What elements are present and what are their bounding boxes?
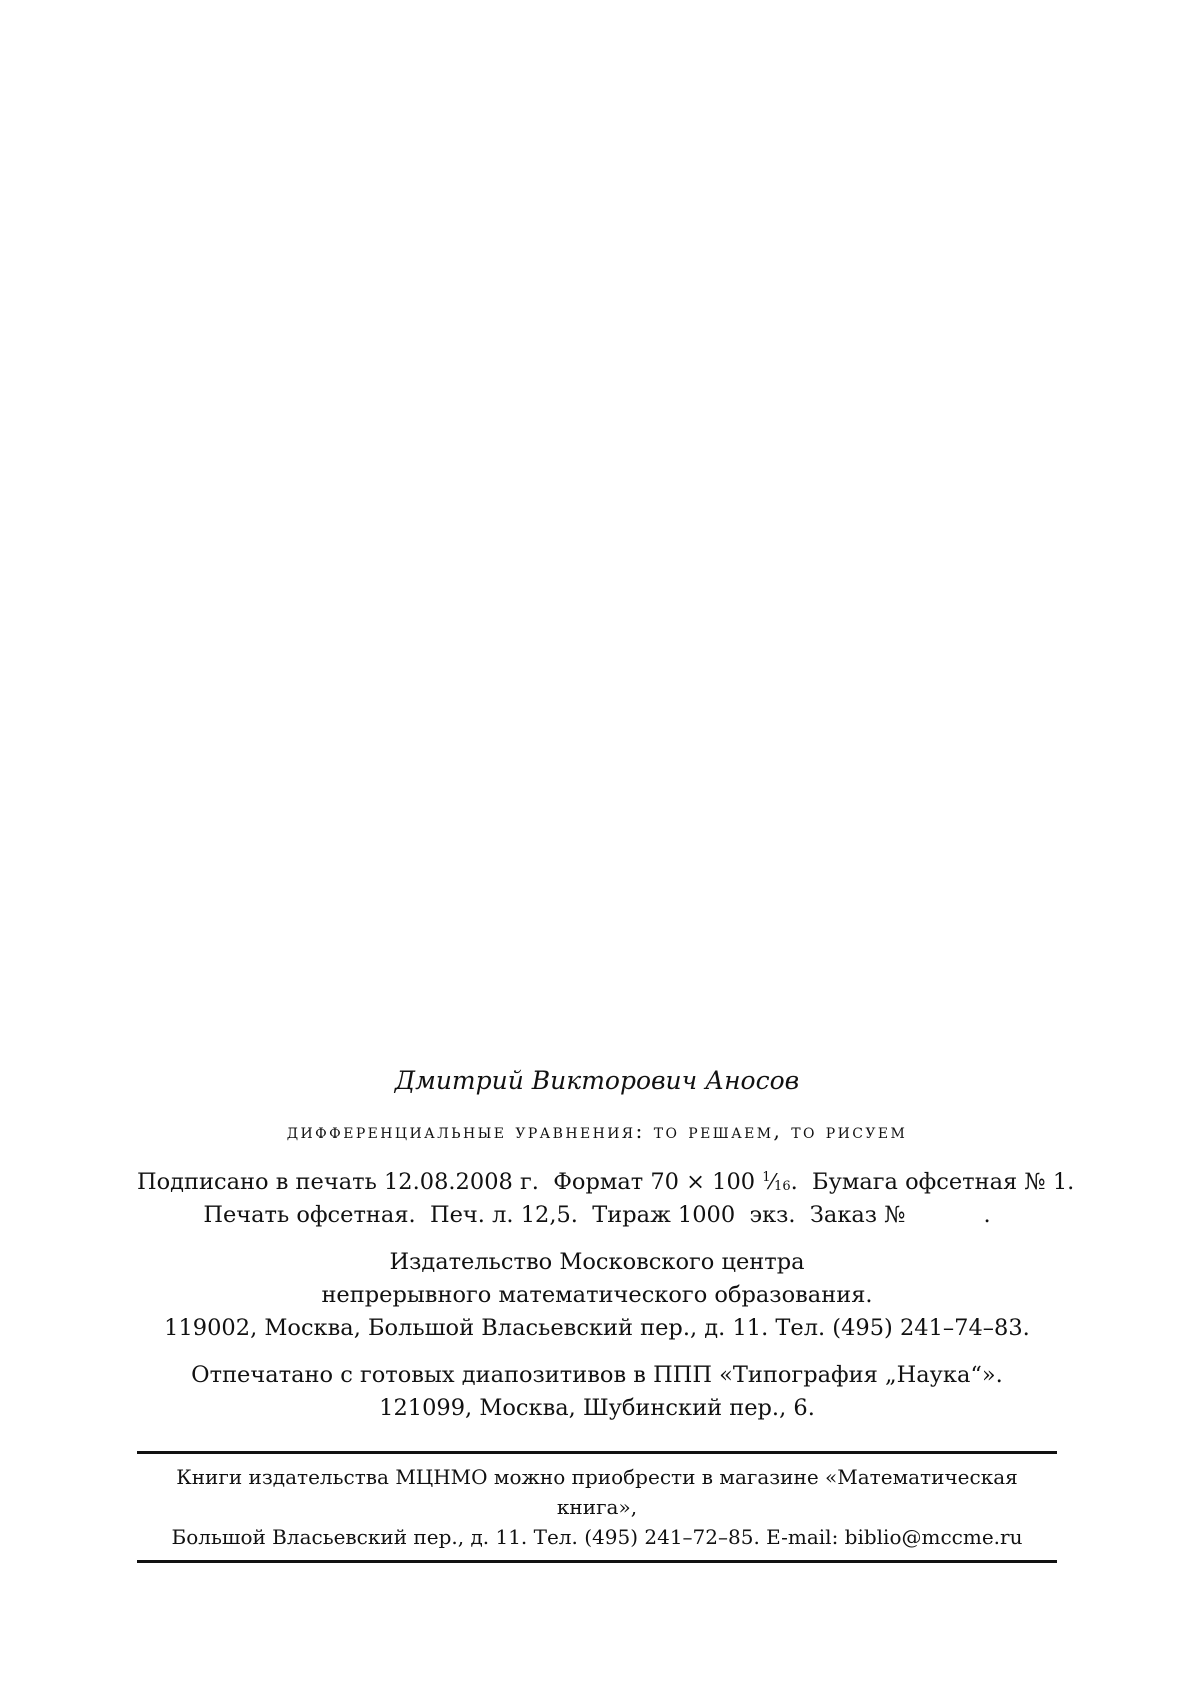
format-denominator: 16: [774, 1179, 791, 1194]
publisher-address: 119002, Москва, Большой Власьевский пер., д. 11. Тел. (495) 241–74–83.: [164, 1315, 1030, 1341]
print-info: [137, 1166, 1075, 1232]
print-info-line-2: [137, 1199, 1057, 1232]
bookstore-top-rule: [137, 1451, 1057, 1454]
bookstore-bottom-rule: [137, 1560, 1057, 1563]
publisher-info: [137, 1246, 1057, 1345]
bookstore-line-2: Большой Власьевский пер., д. 11. Тел. (495) 241–72–85. E-mail: biblio@mccme.ru: [171, 1525, 1023, 1549]
colophon: [137, 1064, 1075, 1563]
format-fraction: $^1⁄_{16}$: [762, 1170, 791, 1194]
print-info-line-2-suffix: .: [983, 1202, 991, 1228]
print-info-line-1-prefix: Подписано в печать 12.08.2008 г. Формат 70 × 100: [137, 1169, 763, 1195]
format-numerator: 1: [762, 1170, 771, 1185]
author-name: Дмитрий Викторович Аносов: [394, 1066, 800, 1095]
publisher-line-1: Издательство Московского центра: [389, 1249, 805, 1275]
print-info-line-1-suffix: . Бумага офсетная № 1.: [790, 1169, 1075, 1195]
printer-address: 121099, Москва, Шубинский пер., 6.: [379, 1395, 815, 1421]
publisher-line-2: непрерывного математического образования.: [321, 1282, 873, 1308]
book-title: дифференциальные уравнения: то решаем, то рисуем: [286, 1119, 908, 1143]
bookstore-info: [137, 1462, 1057, 1552]
bookstore-line-1: Книги издательства МЦНМО можно приобрести в магазине «Математическая книга»,: [176, 1465, 1018, 1519]
print-info-line-2-prefix: Печать офсетная. Печ. л. 12,5. Тираж 1000 экз. Заказ №: [203, 1202, 906, 1228]
printer-info: [137, 1359, 1057, 1425]
print-info-line-1: [137, 1166, 1075, 1199]
printer-line-1: Отпечатано с готовых диапозитивов в ППП «Типография „Наука“».: [191, 1362, 1003, 1388]
